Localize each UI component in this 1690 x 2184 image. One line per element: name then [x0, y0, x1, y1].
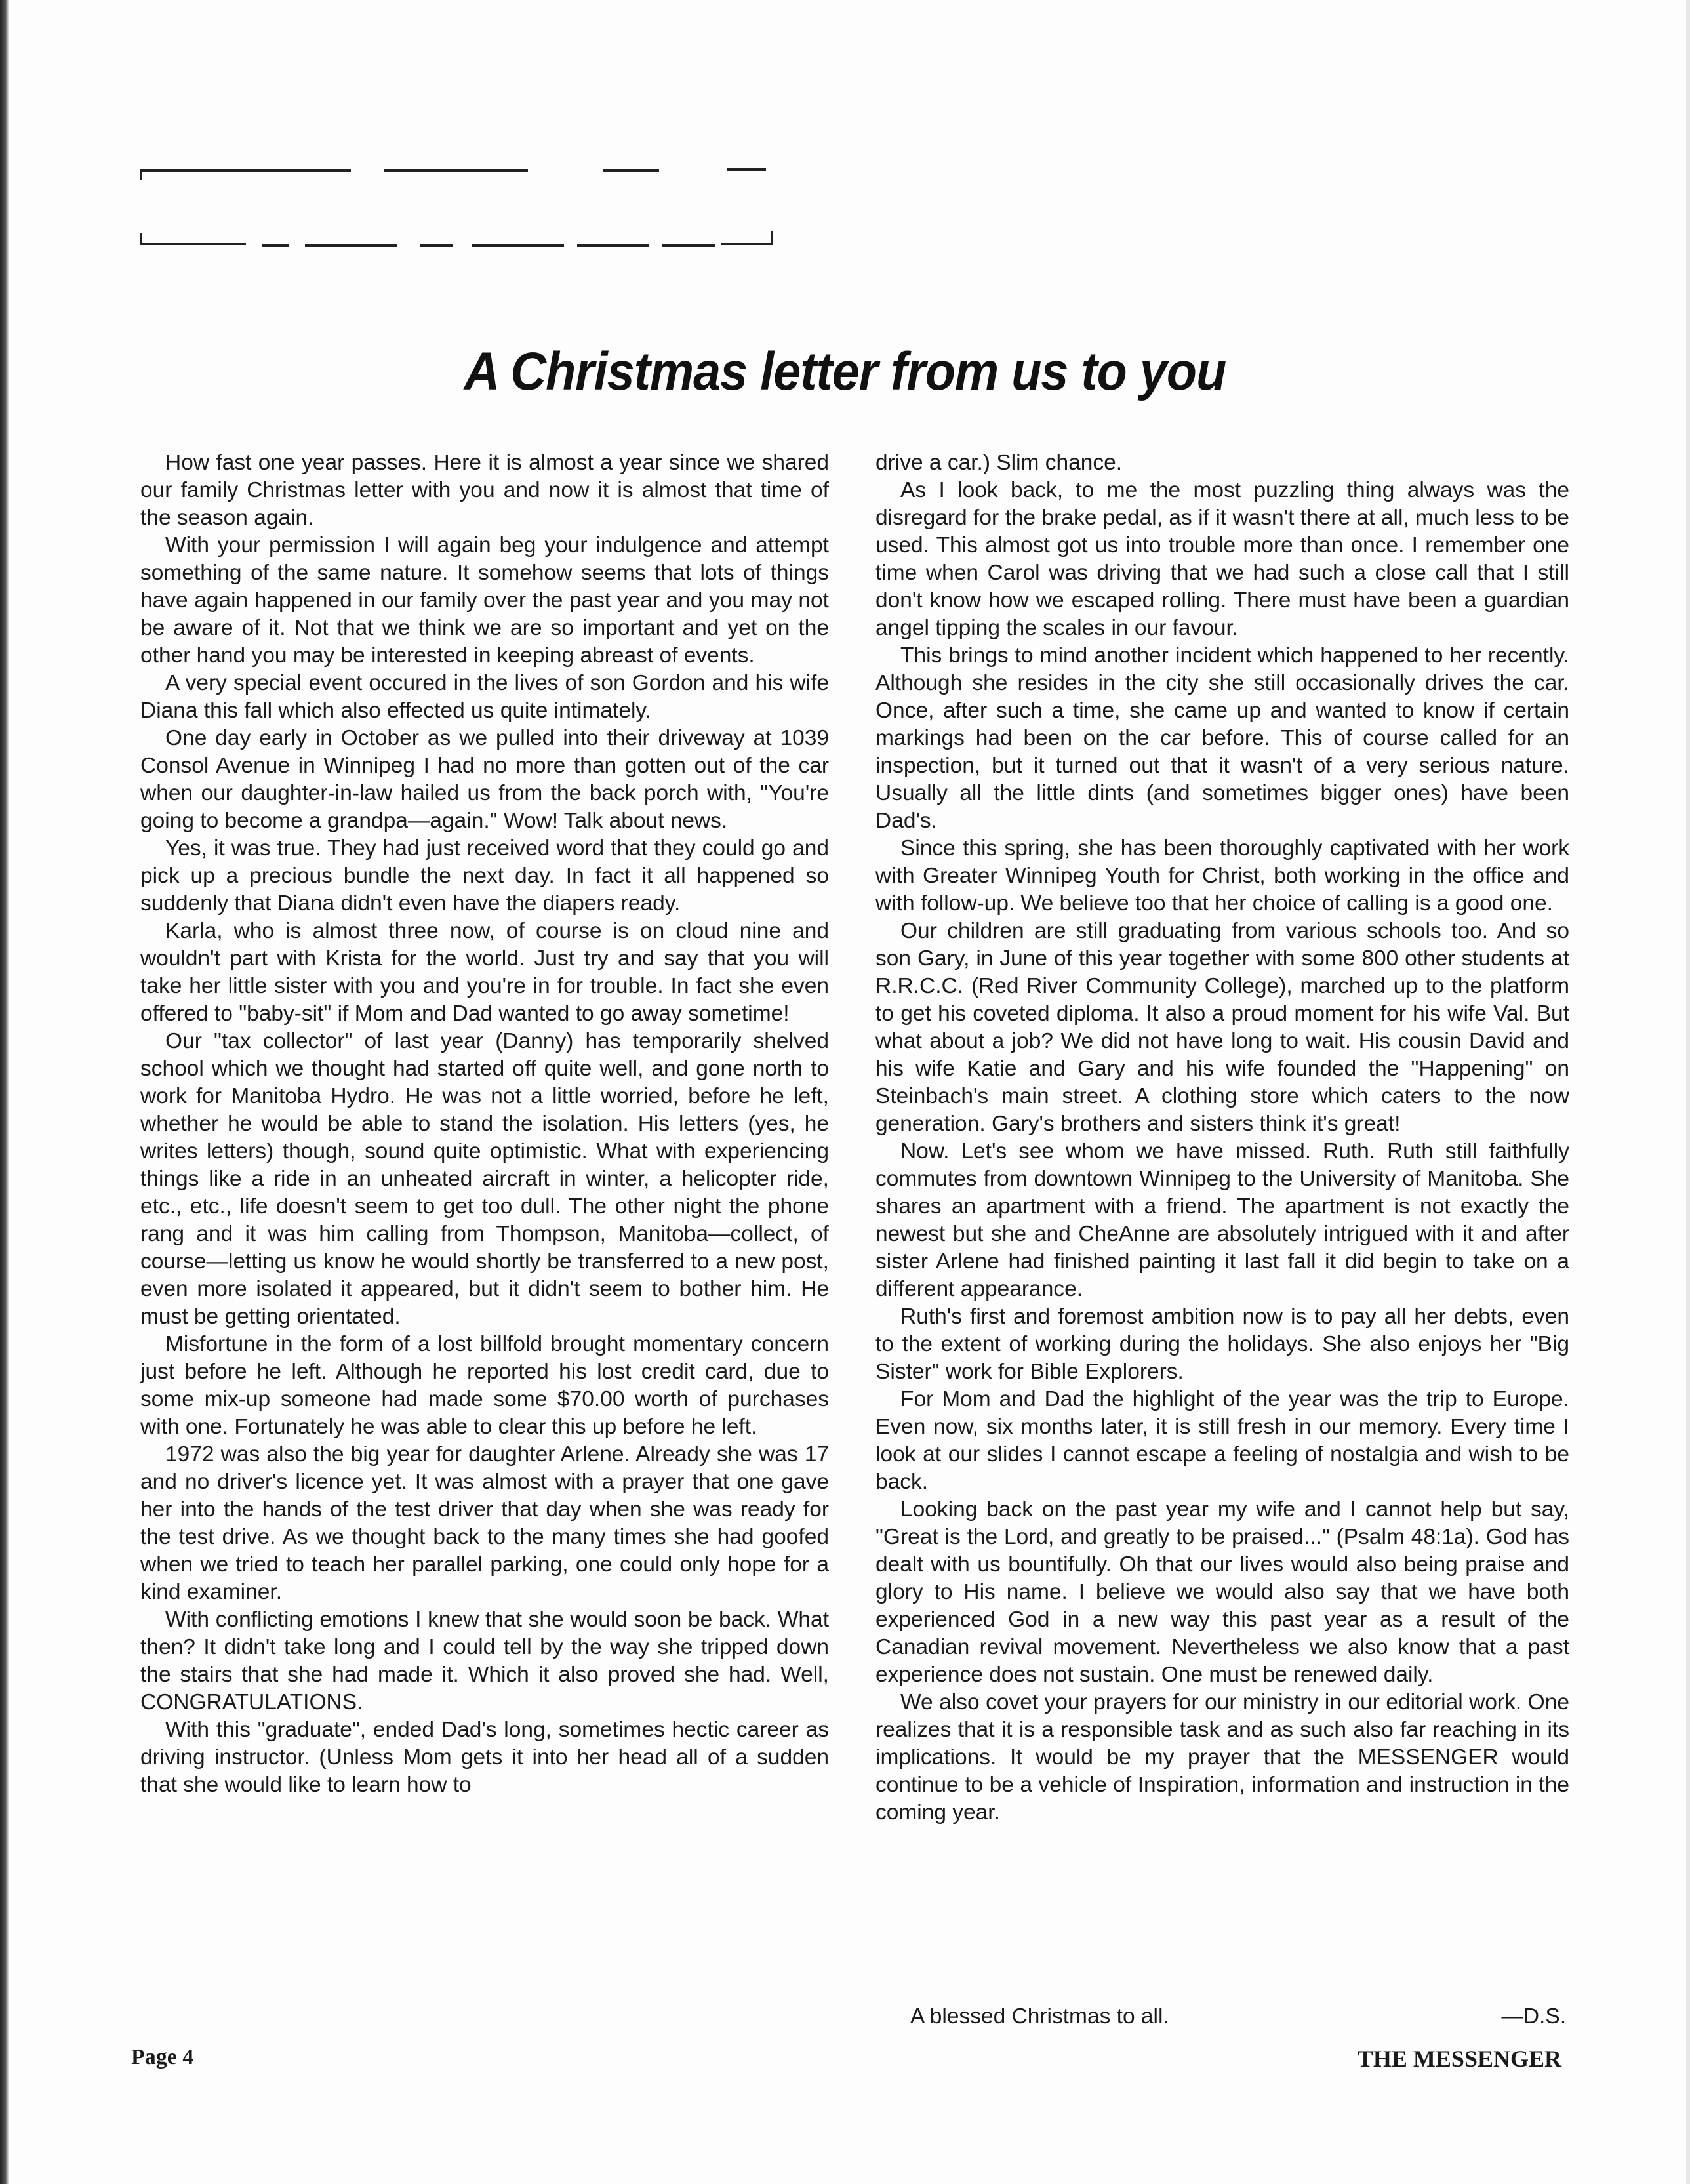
paragraph: As I look back, to me the most puzzling thing always was the disregard for the brake pedal, as if it wasn't there at all, much less to be used. This almost got us into trouble more than once. I remember one time when Carol was driving that we had such a close call that I still don't know how we escaped rolling. There must have been a guardian angel tipping the scales in our favour. [875, 478, 1569, 640]
scan-edge-left [0, 0, 9, 2184]
paragraph: Looking back on the past year my wife and I cannot help but say, "Great is the Lord, and greatly to be praised..." (Psalm 48:1a). God has dealt with us bountifully. Oh that our lives would also being praise and glory to His name. I believe we would also say that we have both experienced God in a new way this past year as a result of the Canadian revival movement. Nevertheless we also know that a past experience does not sustain. One must be renewed daily. [875, 1497, 1569, 1687]
paragraph: We also covet your prayers for our ministry in our editorial work. One realizes that it is a responsible task and as such also far reaching in its implications. It would be my prayer that the MESSENGER would continue to be a vehicle of Inspiration, information and instruction in the coming year. [875, 1690, 1569, 1825]
right-column [875, 449, 1569, 1827]
paragraph: Since this spring, she has been thoroughly captivated with her work with Greater Winnipeg Youth for Christ, both working in the office and with follow-up. We believe too that her choice of calling is a good one. [875, 836, 1569, 916]
paragraph: With conflicting emotions I knew that she would soon be back. What then? It didn't take long and I could tell by the way she tripped down the stairs that she had made it. Which it also proved she had. Well, CONGRATULATIONS. [140, 1608, 829, 1714]
paragraph: Ruth's first and foremost ambition now is to pay all her debts, even to the extent of working during the holidays. She also enjoys her "Big Sister" work for Bible Explorers. [875, 1304, 1569, 1384]
paragraph: 1972 was also the big year for daughter Arlene. Already she was 17 and no driver's licence yet. It was almost with a prayer that one gave her into the hands of the test driver that day when she was ready for the test drive. As we thought back to the many times she had goofed when we tried to teach her parallel parking, one could only hope for a kind examiner. [140, 1442, 829, 1604]
paragraph: Our children are still graduating from various schools too. And so son Gary, in June of this year together with some 800 other students at R.R.C.C. (Red River Community College), marched up to the platform to get his coveted diploma. It also a proud moment for his wife Val. But what about a job? We did not have long to wait. His cousin David and his wife Katie and Gary and his wife founded the "Happening" on Steinbach's main street. A clothing store which caters to the now generation. Gary's brothers and sisters think it's great! [875, 919, 1569, 1136]
paragraph: Our "tax collector" of last year (Danny) has temporarily shelved school which we thought had started off quite well, and gone north to work for Manitoba Hydro. He was not a little worried, before he left, whether he would be able to stand the isolation. His letters (yes, he writes letters) though, sound quite optimistic. What with experiencing things like a ride in an unheated aircraft in winter, a helicopter ride, etc., etc., life doesn't seem to get too dull. The other night the phone rang and it was him calling from Thompson, Manitoba—collect, of course—letting us know he would shortly be transferred to a new post, even more isolated it appeared, but it didn't seem to bother him. He must be getting orientated. [140, 1029, 829, 1329]
paragraph: With your permission I will again beg your indulgence and attempt something of the same nature. It somehow seems that lots of things have again happened in our family over the past year and you may not be aware of it. Not that we think we are so important and yet on the other hand you may be interested in keeping abreast of events. [140, 533, 829, 668]
article-headline: A Christmas letter from us to you [464, 342, 1226, 401]
page-number: Page 4 [131, 2045, 194, 2069]
paragraph: A very special event occured in the lives of son Gordon and his wife Diana this fall which also effected us quite intimately. [140, 671, 829, 723]
paragraph: This brings to mind another incident which happened to her recently. Although she resides in the city she still occasionally drives the car. Once, after such a time, she came up and wanted to know if certain markings had been on the car before. This of course called for an inspection, but it turned out that it wasn't of a very serious nature. Usually all the little dints (and sometimes bigger ones) have been Dad's. [875, 643, 1569, 833]
paragraph: For Mom and Dad the highlight of the year was the trip to Europe. Even now, six months later, it is still fresh in our memory. Every time I look at our slides I cannot escape a feeling of nostalgia and wish to be back. [875, 1387, 1569, 1494]
paragraph: One day early in October as we pulled into their driveway at 1039 Consol Avenue in Winnipeg I had no more than gotten out of the car when our daughter-in-law hailed us from the back porch with, "You're going to become a grandpa—again." Wow! Talk about news. [140, 726, 829, 833]
paragraph: How fast one year passes. Here it is almost a year since we shared our family Christmas letter with you and now it is almost that time of the season again. [140, 451, 829, 530]
publication-name: THE MESSENGER [1357, 2046, 1561, 2072]
left-column [140, 449, 829, 1799]
paragraph: Yes, it was true. They had just received word that they could go and pick up a precious bundle the next day. In fact it all happened so suddenly that Diana didn't even have the diapers ready. [140, 836, 829, 916]
signoff [910, 2003, 1566, 2031]
closing-line: A blessed Christmas to all. [910, 2004, 1169, 2029]
paragraph: With this "graduate", ended Dad's long, sometimes hectic career as driving instructor. (Unless Mom gets it into her head all of a sudden that she would like to learn how to [140, 1718, 829, 1797]
paragraph: Now. Let's see whom we have missed. Ruth. Ruth still faithfully commutes from downtown Winnipeg to the University of Manitoba. She shares an apartment with a friend. The apartment is not exactly the newest but she and CheAnne are absolutely intrigued with it and after sister Arlene had finished painting it last fall it did begin to take on a different appearance. [875, 1139, 1569, 1301]
scan-edge-right [1686, 0, 1690, 2184]
paragraph: drive a car.) Slim chance. [875, 451, 1123, 475]
signature: —D.S. [1501, 2004, 1566, 2029]
paragraph: Misfortune in the form of a lost billfold brought momentary concern just before he left. Although he reported his lost credit card, due to some mix-up someone had made some $70.00 worth of purchases with one. Fortunately he was able to clear this up before he left. [140, 1332, 829, 1439]
paragraph: Karla, who is almost three now, of course is on cloud nine and wouldn't part with Krista for the world. Just try and say that you will take her little sister with you and you're in for trouble. In fact she even offered to "baby-sit" if Mom and Dad wanted to go away sometime! [140, 919, 829, 1026]
